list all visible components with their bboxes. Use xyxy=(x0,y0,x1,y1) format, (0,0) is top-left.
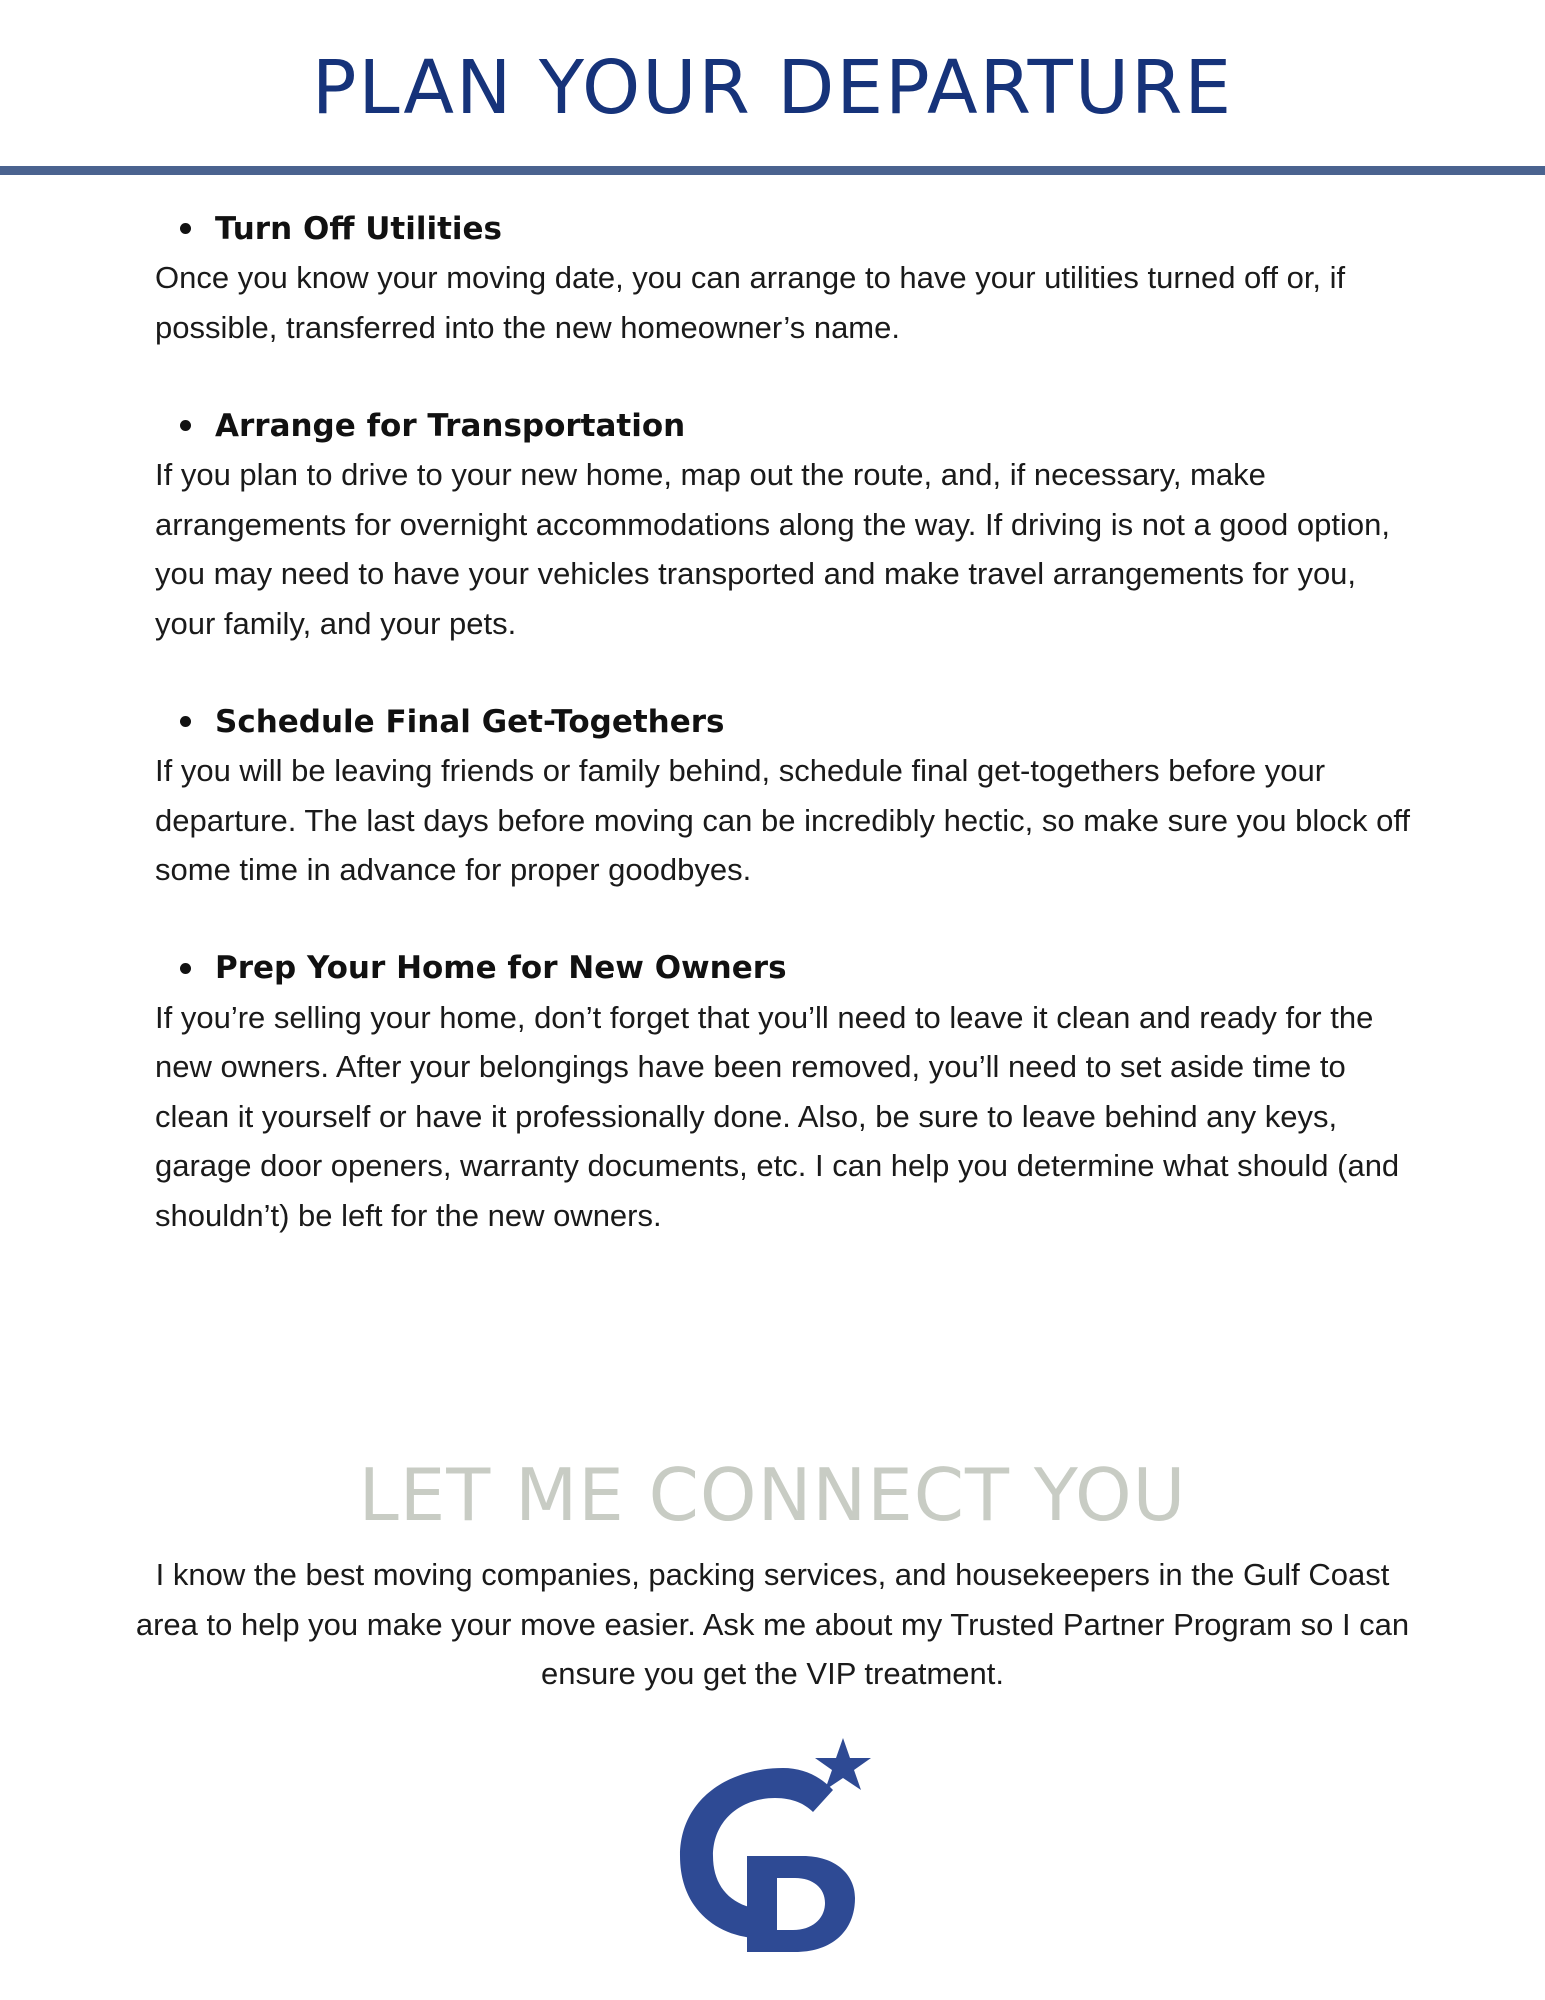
tip-heading-label: Schedule Final Get-Togethers xyxy=(215,703,725,740)
tip-heading xyxy=(180,944,1415,993)
tip-heading xyxy=(180,697,1415,746)
bullet-icon xyxy=(180,223,191,234)
tip-body: If you plan to drive to your new home, map out the route, and, if necessary, make arrangements for overnight accommodations along the way. If driving is not a good option, you may need to have your vehicles transported and make travel arrangements for you, your family, and your pets. xyxy=(155,457,1390,641)
page-title: PLAN YOUR DEPARTURE xyxy=(311,45,1234,131)
tip-heading-label: Prep Your Home for New Owners xyxy=(215,950,787,986)
title-divider xyxy=(0,166,1545,175)
tip-section xyxy=(155,697,1415,895)
tip-heading xyxy=(180,401,1415,450)
connect-heading: LET ME CONNECT YOU xyxy=(358,1453,1187,1537)
tip-body: If you will be leaving friends or family behind, schedule final get-togethers before your departure. The last days before moving can be incredibly hectic, so make sure you block off some time in advance for proper goodbyes. xyxy=(155,753,1411,887)
connect-body: I know the best moving companies, packing services, and housekeepers in the Gulf Coast area to help you make your move easier. Ask me about my Trusted Partner Program so I can ensure you get the VIP treatment. xyxy=(135,1557,1410,1691)
coldwell-banker-logo-icon xyxy=(675,1738,875,1958)
tip-heading-label: Turn Off Utilities xyxy=(215,210,503,247)
bullet-icon xyxy=(180,716,191,727)
tip-section xyxy=(155,944,1415,1241)
tip-section xyxy=(155,401,1415,648)
tip-body: Once you know your moving date, you can arrange to have your utilities turned off or, if possible, transferred into the new homeowner’s name. xyxy=(155,260,1346,345)
tips-list xyxy=(155,204,1415,1289)
tip-section xyxy=(155,204,1415,352)
bullet-icon xyxy=(180,420,191,431)
bullet-icon xyxy=(180,963,191,974)
tip-body: If you’re selling your home, don’t forget that you’ll need to leave it clean and ready for the new owners. After your belongings have been removed, you’ll need to set aside time to clean it yourself or have it professionally done. Also, be sure to leave behind any keys, garage door openers, warranty documents, etc. I can help you determine what should (and shouldn’t) be left for the new owners. xyxy=(155,999,1400,1233)
tip-heading-label: Arrange for Transportation xyxy=(215,407,686,444)
tip-heading xyxy=(180,204,1415,253)
